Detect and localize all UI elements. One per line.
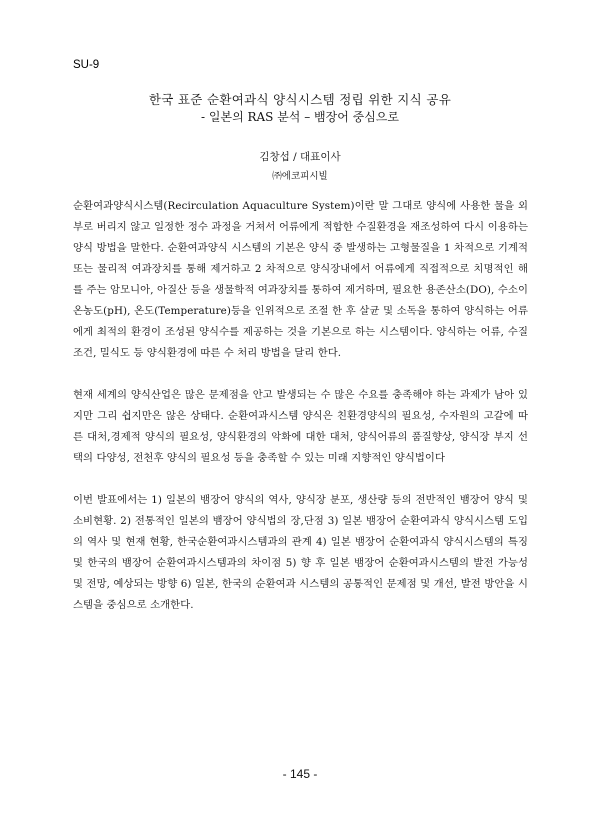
affiliation: ㈜에코피시빌 (272, 171, 328, 182)
session-code: SU-9 (73, 59, 100, 71)
paragraph-2: 현재 세계의 양식산업은 많은 문제점을 안고 발생되는 수 많은 수요를 충족해야 하는 과제가 남아 있지만 그리 쉽지만은 않은 상태다. 순환여과시스템 양식은 친환경양식의 필요성, 수자원의 고갈에 따른 대처,경제적 양식의 필요성, 양식환경의 악화에 대한 대처, 양식어류의 품질향상, 양식장 부지 선택의 다양성, 전천후 양식의 필요성 등을 충족할 수 있는 미래 지향적인 양식법이다 (73, 389, 528, 464)
paper-subtitle: - 일본의 RAS 분석 – 뱀장어 중심으로 (201, 110, 399, 124)
paragraph-3: 이번 발표에서는 1) 일본의 뱀장어 양식의 역사, 양식장 분포, 생산량 등의 전반적인 뱀장어 양식 및 소비현황. 2) 전통적인 일본의 뱀장어 양식법의 장,단점 3) 일본 뱀장어 순환여과식 양식시스템 도입의 역사 및 현재 현황, 한국순환여과시스템과의 관계 4) 일본 뱀장어 순환여과식 양식시스템의 특징 및 한국의 뱀장어 순환여과시스템과의 차이점 5) 향 후 일본 뱀장어 순환여과시스템의 발전 가능성 및 전망, 예상되는 방향 6) 일본, 한국의 순환여과 시스템의 공통적인 문제점 및 개선, 발전 방안을 시스템을 중심으로 소개한다. (73, 494, 528, 611)
paragraph-1: 순환여과양식시스템(Recirculation Aquaculture System)이란 말 그대로 양식에 사용한 물을 외부로 버리지 않고 일정한 정수 과정을 거쳐서 어류에게 적합한 수질환경을 재조성하여 다시 이용하는 양식 방법을 말한다. 순환여과양식 시스템의 기본은 양식 중 발생하는 고형물질을 1 차적으로 기계적 또는 물리적 여과장치를 통해 제거하고 2 차적으로 양식장내에서 어류에게 직접적으로 치명적인 해를 주는 암모니아, 아질산 등을 생물학적 여과장치를 통하여 제거하며, 필요한 용존산소(DO), 수소이온농도(pH), 온도(Temperature)등을 인위적으로 조절 한 후 살균 및 소독을 통하여 양식하는 어류에게 최적의 환경이 조성된 양식수를 제공하는 것을 기본으로 하는 시스템이다. 양식하는 어류, 수질조건, 밀식도 등 양식환경에 따른 수 처리 방법을 달리 한다. (73, 200, 528, 359)
abstract-body (73, 196, 528, 637)
author-line: 김창섭 / 대표이사 (259, 151, 341, 163)
page-number: - 145 - (282, 767, 318, 781)
paper-title: 한국 표준 순환여과식 양식시스템 정립 위한 지식 공유 (148, 92, 452, 107)
